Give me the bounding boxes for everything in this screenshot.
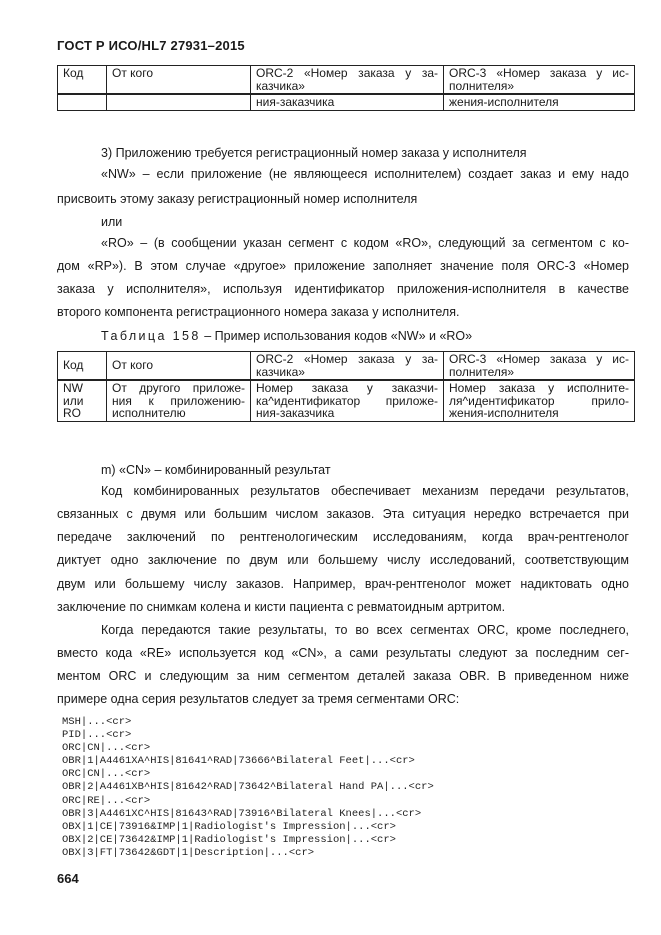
ro-line-2: дом «RP»). В этом случае «другое» приложение заполняет значение поля ORC-3 «Номер — [57, 259, 629, 273]
orc3-line1: Номер заказа у исполните- — [449, 381, 629, 395]
code-line: OBR|3|A4461XC^HIS|81643^RAD|73916^Bilateral Knees|...<cr> — [62, 807, 422, 820]
or-text: или — [101, 215, 123, 229]
ro-paragraph — [57, 255, 629, 325]
from-line1: От другого приложе- — [112, 381, 245, 395]
ro-line-4: второго компонента регистрационного номера заказа у исполнителя. — [57, 305, 460, 320]
header-cell-orc3 — [444, 352, 635, 381]
p2-first-line — [101, 619, 629, 642]
table-158 — [57, 351, 635, 422]
code-line: ORC|CN|...<cr> — [62, 768, 151, 781]
header-cell-code — [58, 352, 107, 381]
from-line3: исполнителю — [112, 406, 186, 420]
header-cell-from — [107, 66, 251, 95]
header-orc3-line2: полнителя» — [449, 78, 515, 93]
table-row — [58, 380, 635, 421]
section-m-title: m) «CN» – комбинированный результат — [101, 463, 331, 477]
code-or: или — [63, 393, 84, 408]
cell-orc2-cont: ния-заказчика — [251, 94, 444, 110]
header-from-text: От кого — [112, 358, 154, 373]
p1-line-2: связанных с двумя или большим числом заказов. Эта ситуация нередко встречается при — [57, 507, 629, 521]
cell-code — [58, 380, 107, 421]
ro-line-1: «RO» – (в сообщении указан сегмент с кодом «RO», следующий за сегментом с ко- — [101, 236, 629, 250]
header-orc2-line1: ORC-2 «Номер заказа у за- — [256, 66, 438, 80]
code-ro: RO — [63, 406, 81, 420]
cell-orc2 — [251, 380, 444, 421]
header-code-text: Код — [63, 358, 84, 373]
header-orc2-line1: ORC-2 «Номер заказа у за- — [256, 352, 438, 366]
table-header-row — [58, 66, 635, 95]
cell-orc3-cont: жения-исполнителя — [444, 94, 635, 110]
header-cell-orc2 — [251, 352, 444, 381]
orc3-line2: ля^идентификатор прило- — [449, 393, 629, 408]
p2-line-2: вместо кода «RE» используется код «CN», а сами результаты следуют за последним сег- — [57, 646, 629, 660]
caption-text: – Пример использования кодов «NW» и «RO» — [200, 329, 473, 343]
p1-line-3: передаче заключений по рентгенологическим исследованиям, когда врач-рентгенолог — [57, 530, 629, 545]
cell-empty — [107, 94, 251, 110]
orc2-line1: Номер заказа у заказчи- — [256, 381, 438, 395]
nw-line-2: присвоить этому заказу регистрационный номер исполнителя — [57, 192, 418, 206]
code-line: OBR|2|A4461XB^HIS|81642^RAD|73642^Bilateral Hand PA|...<cr> — [62, 781, 434, 794]
p2-line-4: примере одна серия результатов следует за тремя сегментами ORC: — [57, 692, 460, 707]
document-header: ГОСТ Р ИСО/HL7 27931–2015 — [57, 38, 245, 53]
header-code-text: Код — [63, 66, 84, 80]
p1-line-6: заключение по снимкам колена и кисти пациента с ревматоидным артритом. — [57, 599, 506, 614]
header-cell-orc3 — [444, 66, 635, 95]
cell-orc3 — [444, 380, 635, 421]
from-line2: ния к приложению- — [112, 393, 245, 408]
item-3-text: 3) Приложению требуется регистрационный номер заказа у исполнителя — [101, 146, 527, 160]
cell-empty — [58, 94, 107, 110]
code-line: ORC|RE|...<cr> — [62, 794, 151, 807]
nw-line-1: «NW» – если приложение (не являющееся исполнителем) создает заказ и ему надо — [101, 167, 629, 181]
orc3-line3: жения-исполнителя — [449, 406, 559, 420]
header-orc3-line1: ORC-3 «Номер заказа у ис- — [449, 352, 629, 366]
header-from-text: От кого — [112, 66, 154, 80]
header-orc3-line1: ORC-3 «Номер заказа у ис- — [449, 66, 629, 80]
p1-line-4: диктует одно заключение по двум или большему числу исследований, соответствующим — [57, 553, 629, 568]
p1-first-line — [101, 480, 629, 503]
code-line: OBX|1|CE|73916&IMP|1|Radiologist's Impression|...<cr> — [62, 820, 396, 833]
orc2-line3: ния-заказчика — [256, 406, 335, 420]
hl7-code-example — [62, 716, 434, 860]
header-orc2-line2: казчика» — [256, 78, 305, 93]
continuation-table — [57, 65, 635, 111]
p2-line-3: ментом ORC и следующим за ним сегментом деталей заказа OBR. В приведенном ниже — [57, 669, 629, 684]
table-row — [58, 94, 635, 110]
header-orc2-line2: казчика» — [256, 364, 305, 379]
code-line: OBX|3|FT|73642&GDT|1|Description|...<cr> — [62, 846, 315, 859]
p1-paragraph — [57, 503, 629, 619]
code-line: OBR|1|A4461XA^HIS|81641^RAD|73666^Bilateral Feet|...<cr> — [62, 755, 415, 768]
p2-paragraph — [57, 642, 629, 712]
code-line: MSH|...<cr> — [62, 716, 132, 728]
header-cell-code — [58, 66, 107, 95]
cell-from — [107, 380, 251, 421]
ro-paragraph-line1 — [101, 232, 629, 255]
table-caption — [101, 329, 472, 343]
p1-line-5: двум или большему числу заказов. Например, врач-рентгенолог может надиктовать одно — [57, 576, 629, 591]
code-nw: NW — [63, 381, 83, 395]
p1-line-1: Код комбинированных результатов обеспечивает механизм передачи результатов, — [101, 484, 629, 498]
orc2-line2: ка^идентификатор приложе- — [256, 393, 438, 408]
p2-line-1: Когда передаются такие результаты, то во всех сегментах ORC, кроме последнего, — [101, 623, 629, 637]
header-cell-from — [107, 352, 251, 381]
table-header-row — [58, 352, 635, 381]
nw-paragraph-line1 — [101, 163, 629, 186]
code-line: PID|...<cr> — [62, 729, 132, 742]
header-cell-orc2 — [251, 66, 444, 95]
caption-label: Таблица 158 — [101, 329, 201, 343]
code-line: OBX|2|CE|73642&IMP|1|Radiologist's Impression|...<cr> — [62, 833, 396, 846]
code-line: ORC|CN|...<cr> — [62, 742, 151, 755]
header-orc3-line2: полнителя» — [449, 364, 515, 379]
ro-line-3: заказа у исполнителя», используя идентификатор приложения-исполнителя в качестве — [57, 282, 629, 297]
page-number: 664 — [57, 871, 79, 886]
